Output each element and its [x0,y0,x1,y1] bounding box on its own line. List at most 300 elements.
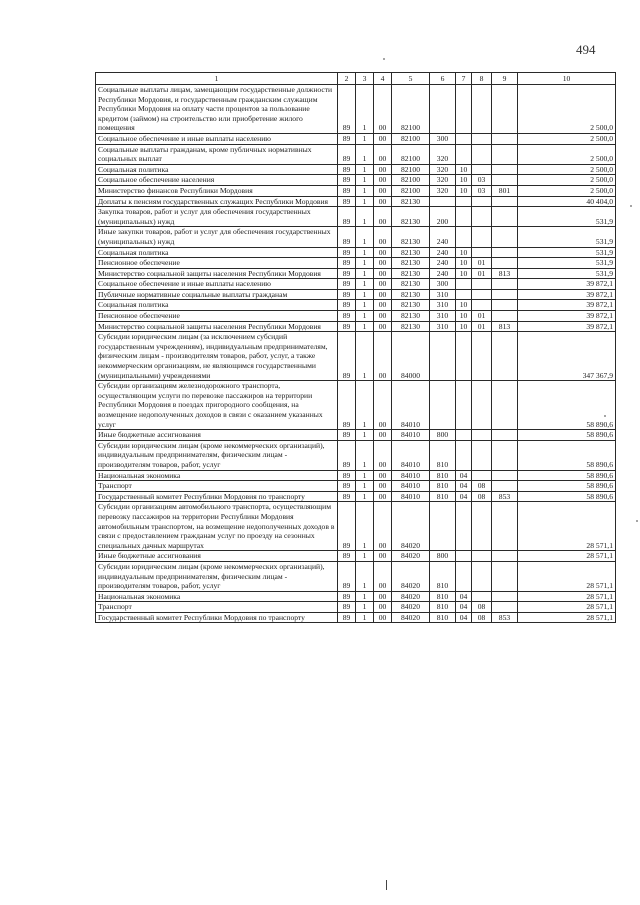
code-cell: 89 [338,311,356,322]
code-cell [472,300,492,311]
code-cell: 00 [374,602,392,613]
code-cell [492,85,518,134]
table-row [96,268,616,279]
code-cell: 82100 [392,175,430,186]
code-cell [430,502,456,551]
table-row [96,440,616,470]
sum-cell: 2 500,0 [518,144,616,164]
sum-cell: 28 571,1 [518,561,616,591]
code-cell: 82100 [392,85,430,134]
table-row [96,164,616,175]
sum-cell: 58 890,6 [518,470,616,481]
code-cell [472,332,492,381]
code-cell: 1 [356,289,374,300]
code-cell: 04 [456,591,472,602]
sum-cell: 58 890,6 [518,430,616,441]
code-cell: 1 [356,279,374,290]
code-cell: 04 [456,481,472,492]
code-cell [472,470,492,481]
code-cell: 82130 [392,321,430,332]
code-cell: 1 [356,332,374,381]
scan-speck [630,205,632,207]
table-row [96,591,616,602]
code-cell: 01 [472,321,492,332]
code-cell: 310 [430,311,456,322]
sum-cell: 2 500,0 [518,164,616,175]
code-cell: 89 [338,258,356,269]
code-cell [430,85,456,134]
sum-cell: 2 500,0 [518,85,616,134]
code-cell: 1 [356,85,374,134]
code-cell [492,258,518,269]
code-cell: 82130 [392,268,430,279]
table-row [96,247,616,258]
code-cell: 10 [456,175,472,186]
code-cell: 89 [338,561,356,591]
sum-cell: 2 500,0 [518,133,616,144]
table-row [96,602,616,613]
code-cell: 240 [430,247,456,258]
sum-cell: 28 571,1 [518,602,616,613]
code-cell [456,332,472,381]
code-cell: 84010 [392,430,430,441]
code-cell: 89 [338,144,356,164]
code-cell: 00 [374,175,392,186]
code-cell: 82100 [392,185,430,196]
code-cell: 310 [430,289,456,300]
header-row [96,73,616,85]
code-cell: 1 [356,612,374,623]
code-cell [456,279,472,290]
row-name-cell: Субсидии юридическим лицам (кроме некоммерческих организаций), индивидуальным предпринимателям, физическим лицам - производителям товаров, работ, услуг [96,440,338,470]
code-cell: 08 [472,481,492,492]
code-cell: 08 [472,491,492,502]
code-cell [492,591,518,602]
sum-cell: 39 872,1 [518,311,616,322]
row-name-cell: Субсидии юридическим лицам (за исключением субсидий государственным учреждениям), индивидуальным предпринимателям, физическим лицам - производителям товаров, работ, услуг, а также некоммерческим организациям, не являющимся государственными (муниципальными) учреждениями [96,332,338,381]
code-cell: 89 [338,602,356,613]
code-cell: 10 [456,268,472,279]
column-header: 3 [356,73,374,85]
code-cell: 00 [374,144,392,164]
sum-cell: 2 500,0 [518,185,616,196]
code-cell [472,381,492,430]
column-header: 4 [374,73,392,85]
code-cell: 00 [374,311,392,322]
code-cell: 82100 [392,164,430,175]
table-row [96,321,616,332]
row-name-cell: Иные бюджетные ассигнования [96,430,338,441]
sum-cell: 531,9 [518,227,616,247]
code-cell: 00 [374,440,392,470]
code-cell: 82130 [392,227,430,247]
sum-cell: 28 571,1 [518,591,616,602]
row-name-cell: Транспорт [96,481,338,492]
code-cell: 82100 [392,133,430,144]
code-cell [472,227,492,247]
code-cell [492,227,518,247]
row-name-cell: Социальная политика [96,164,338,175]
code-cell: 00 [374,381,392,430]
code-cell: 1 [356,227,374,247]
scan-speck [604,415,606,417]
code-cell: 82130 [392,279,430,290]
code-cell: 00 [374,332,392,381]
code-cell: 853 [492,491,518,502]
row-name-cell: Социальные выплаты гражданам, кроме публичных нормативных социальных выплат [96,144,338,164]
code-cell: 00 [374,612,392,623]
code-cell: 1 [356,133,374,144]
row-name-cell: Национальная экономика [96,470,338,481]
code-cell: 89 [338,185,356,196]
code-cell: 10 [456,247,472,258]
code-cell: 800 [430,551,456,562]
code-cell: 84020 [392,561,430,591]
code-cell: 300 [430,133,456,144]
code-cell: 01 [472,268,492,279]
table-row [96,551,616,562]
code-cell: 810 [430,591,456,602]
column-header: 6 [430,73,456,85]
code-cell: 82130 [392,247,430,258]
code-cell: 89 [338,279,356,290]
code-cell [430,332,456,381]
code-cell: 00 [374,133,392,144]
code-cell: 240 [430,258,456,269]
code-cell: 10 [456,185,472,196]
code-cell: 84020 [392,612,430,623]
code-cell: 89 [338,85,356,134]
code-cell: 10 [456,300,472,311]
code-cell: 89 [338,175,356,186]
code-cell: 03 [472,175,492,186]
code-cell [472,133,492,144]
code-cell [472,289,492,300]
code-cell: 1 [356,381,374,430]
code-cell [456,440,472,470]
code-cell: 320 [430,164,456,175]
code-cell: 84010 [392,440,430,470]
code-cell: 00 [374,85,392,134]
code-cell: 1 [356,144,374,164]
budget-table [95,72,616,623]
sum-cell: 28 571,1 [518,502,616,551]
row-name-cell: Государственный комитет Республики Мордовия по транспорту [96,491,338,502]
code-cell: 84020 [392,602,430,613]
row-name-cell: Субсидии организациям автомобильного транспорта, осуществляющим перевозку пассажиров на территории Республики Мордовия автомобильным транспортом, на возмещение недополученных доходов в связи с предоставлением гражданам услуг по проезду на сезонных специальных дачных маршрутах [96,502,338,551]
code-cell: 89 [338,207,356,227]
code-cell: 320 [430,175,456,186]
code-cell: 1 [356,502,374,551]
code-cell: 1 [356,470,374,481]
code-cell: 89 [338,502,356,551]
sum-cell: 531,9 [518,247,616,258]
code-cell: 00 [374,561,392,591]
code-cell: 00 [374,321,392,332]
code-cell [492,247,518,258]
table-row [96,561,616,591]
code-cell: 89 [338,332,356,381]
code-cell: 810 [430,612,456,623]
table-row [96,185,616,196]
code-cell: 82130 [392,258,430,269]
code-cell: 82130 [392,207,430,227]
code-cell [472,591,492,602]
code-cell [472,279,492,290]
code-cell: 84010 [392,481,430,492]
code-cell: 08 [472,612,492,623]
column-header: 7 [456,73,472,85]
code-cell: 89 [338,491,356,502]
code-cell: 00 [374,268,392,279]
code-cell [472,144,492,164]
code-cell: 1 [356,602,374,613]
code-cell: 310 [430,300,456,311]
column-header: 9 [492,73,518,85]
code-cell [492,332,518,381]
code-cell: 10 [456,321,472,332]
code-cell: 00 [374,185,392,196]
column-header: 10 [518,73,616,85]
code-cell: 82130 [392,300,430,311]
code-cell: 00 [374,258,392,269]
code-cell: 89 [338,430,356,441]
code-cell [492,289,518,300]
code-cell [456,430,472,441]
code-cell: 89 [338,551,356,562]
table-row [96,311,616,322]
row-name-cell: Публичные нормативные социальные выплаты гражданам [96,289,338,300]
code-cell [492,502,518,551]
code-cell: 89 [338,227,356,247]
row-name-cell: Пенсионное обеспечение [96,311,338,322]
code-cell: 82100 [392,144,430,164]
code-cell: 10 [456,258,472,269]
code-cell [492,300,518,311]
sum-cell: 39 872,1 [518,279,616,290]
table-row [96,279,616,290]
code-cell: 240 [430,227,456,247]
code-cell: 89 [338,289,356,300]
code-cell: 84020 [392,502,430,551]
code-cell [456,561,472,591]
row-name-cell: Пенсионное обеспечение [96,258,338,269]
table-row [96,332,616,381]
sum-cell: 28 571,1 [518,551,616,562]
code-cell: 00 [374,247,392,258]
scan-speck [636,520,638,522]
code-cell [492,207,518,227]
code-cell: 01 [472,258,492,269]
code-cell: 1 [356,196,374,207]
table-row [96,612,616,623]
code-cell [456,381,472,430]
sum-cell: 58 890,6 [518,440,616,470]
code-cell [456,133,472,144]
code-cell: 1 [356,185,374,196]
code-cell [492,133,518,144]
code-cell: 810 [430,481,456,492]
table-row [96,491,616,502]
column-header: 2 [338,73,356,85]
row-name-cell: Закупка товаров, работ и услуг для обеспечения государственных (муниципальных) нужд [96,207,338,227]
code-cell [492,440,518,470]
code-cell [472,247,492,258]
code-cell [472,561,492,591]
row-name-cell: Государственный комитет Республики Мордовия по транспорту [96,612,338,623]
row-name-cell: Социальное обеспечение и иные выплаты населению [96,279,338,290]
code-cell [472,551,492,562]
sum-cell: 531,9 [518,258,616,269]
scan-speck [383,58,385,60]
table-row [96,502,616,551]
code-cell: 00 [374,279,392,290]
sum-cell: 58 890,6 [518,381,616,430]
code-cell: 853 [492,612,518,623]
code-cell [472,207,492,227]
code-cell: 1 [356,321,374,332]
code-cell: 00 [374,196,392,207]
code-cell: 810 [430,440,456,470]
table-row [96,207,616,227]
code-cell: 82130 [392,311,430,322]
code-cell: 320 [430,144,456,164]
code-cell [430,196,456,207]
code-cell: 10 [456,164,472,175]
code-cell: 00 [374,551,392,562]
code-cell: 810 [430,491,456,502]
code-cell: 01 [472,311,492,322]
sum-cell: 2 500,0 [518,175,616,186]
code-cell: 82130 [392,196,430,207]
code-cell: 00 [374,164,392,175]
sum-cell: 58 890,6 [518,481,616,492]
row-name-cell: Социальные выплаты лицам, замещающим государственные должности Республики Мордовия, и государственным гражданским служащим Республики Мордовия на оплату части процентов за пользование кредитом (займом) на строительство или приобретение жилого помещения [96,85,338,134]
row-name-cell: Социальное обеспечение населения [96,175,338,186]
code-cell: 1 [356,430,374,441]
code-cell: 84020 [392,591,430,602]
row-name-cell: Социальная политика [96,300,338,311]
code-cell: 89 [338,133,356,144]
sum-cell: 40 404,0 [518,196,616,207]
code-cell [456,85,472,134]
code-cell [492,602,518,613]
code-cell: 89 [338,440,356,470]
code-cell: 1 [356,247,374,258]
sum-cell: 39 872,1 [518,300,616,311]
code-cell: 82130 [392,289,430,300]
code-cell: 00 [374,470,392,481]
row-name-cell: Социальная политика [96,247,338,258]
code-cell: 00 [374,300,392,311]
code-cell: 84010 [392,381,430,430]
scan-mark [386,880,387,890]
sum-cell: 28 571,1 [518,612,616,623]
code-cell: 03 [472,185,492,196]
code-cell [492,175,518,186]
code-cell: 84020 [392,551,430,562]
code-cell: 1 [356,440,374,470]
code-cell: 08 [472,602,492,613]
code-cell: 89 [338,591,356,602]
code-cell: 89 [338,268,356,279]
code-cell: 89 [338,247,356,258]
code-cell [456,207,472,227]
table-row [96,144,616,164]
code-cell [492,196,518,207]
code-cell: 240 [430,268,456,279]
code-cell: 320 [430,185,456,196]
code-cell: 00 [374,502,392,551]
code-cell [456,551,472,562]
code-cell: 1 [356,258,374,269]
code-cell: 1 [356,175,374,186]
code-cell [472,164,492,175]
code-cell: 10 [456,311,472,322]
row-name-cell: Субсидии организациям железнодорожного транспорта, осуществляющим услуги по перевозке пассажиров на территории Республики Мордовия в поездах пригородного сообщения, на возмещение недополученных доходов в связи с оказанием указанных услуг [96,381,338,430]
table-body [96,85,616,623]
code-cell [456,144,472,164]
row-name-cell: Иные бюджетные ассигнования [96,551,338,562]
table-row [96,300,616,311]
code-cell: 813 [492,321,518,332]
sum-cell: 531,9 [518,207,616,227]
code-cell: 89 [338,481,356,492]
code-cell [492,561,518,591]
table-row [96,85,616,134]
code-cell: 310 [430,321,456,332]
code-cell: 89 [338,381,356,430]
code-cell: 200 [430,207,456,227]
table-row [96,430,616,441]
table-row [96,470,616,481]
code-cell [492,430,518,441]
code-cell [492,164,518,175]
code-cell: 04 [456,491,472,502]
code-cell [456,227,472,247]
code-cell: 89 [338,300,356,311]
row-name-cell: Министерство социальной защиты населения Республики Мордовия [96,321,338,332]
code-cell: 04 [456,612,472,623]
code-cell [472,196,492,207]
code-cell: 84010 [392,491,430,502]
code-cell: 04 [456,470,472,481]
code-cell: 810 [430,470,456,481]
code-cell: 801 [492,185,518,196]
table-row [96,289,616,300]
code-cell [430,381,456,430]
code-cell [492,381,518,430]
code-cell: 89 [338,196,356,207]
code-cell [472,85,492,134]
code-cell [492,470,518,481]
code-cell: 1 [356,551,374,562]
code-cell [456,289,472,300]
column-header: 8 [472,73,492,85]
code-cell: 1 [356,561,374,591]
code-cell: 00 [374,481,392,492]
sum-cell: 39 872,1 [518,289,616,300]
table-row [96,481,616,492]
code-cell: 00 [374,227,392,247]
code-cell [492,279,518,290]
row-name-cell: Иные закупки товаров, работ и услуг для обеспечения государственных (муниципальных) нужд [96,227,338,247]
row-name-cell: Министерство социальной защиты населения Республики Мордовия [96,268,338,279]
row-name-cell: Социальное обеспечение и иные выплаты населению [96,133,338,144]
page-number: 494 [576,42,596,57]
code-cell: 813 [492,268,518,279]
code-cell: 04 [456,602,472,613]
